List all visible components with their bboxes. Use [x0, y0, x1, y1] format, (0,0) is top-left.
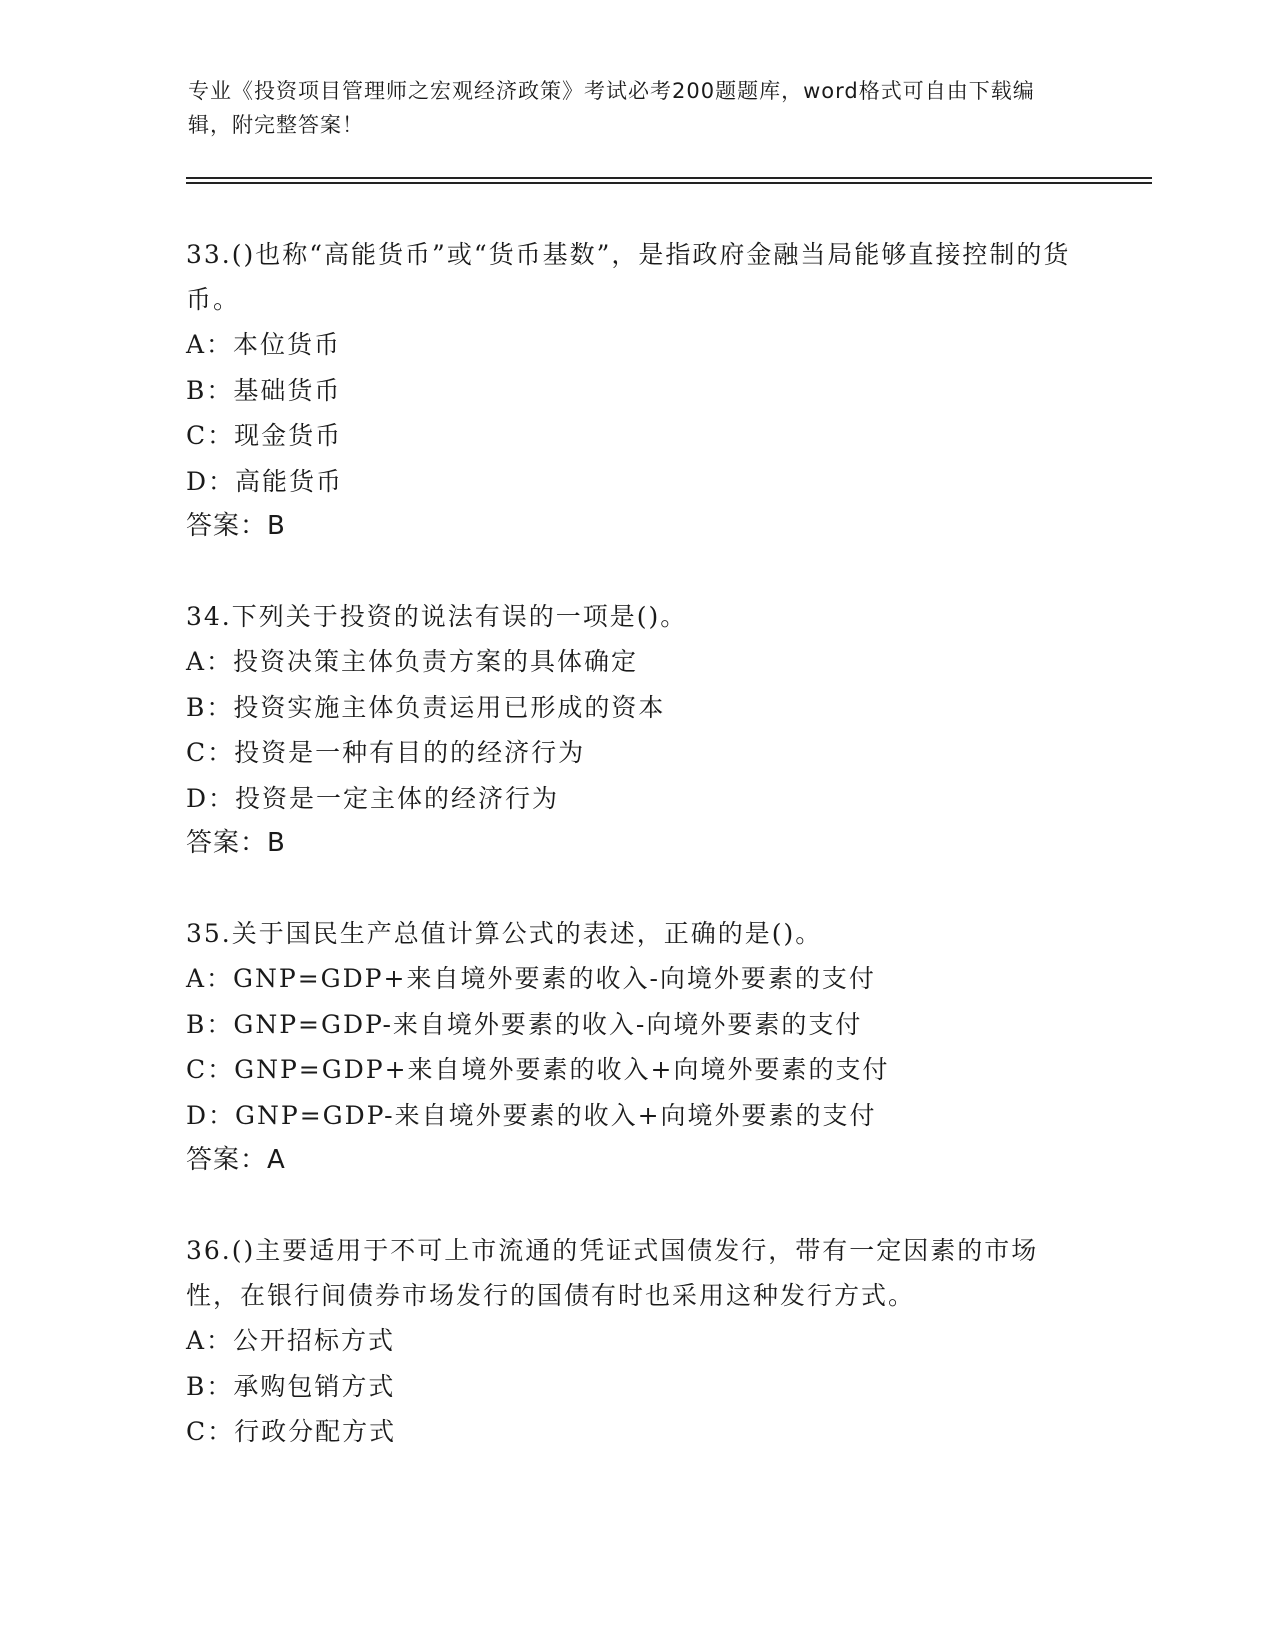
option-a: A：投资决策主体负责方案的具体确定	[186, 647, 639, 676]
header-rule-bottom	[186, 182, 1152, 184]
option-c: C：行政分配方式	[186, 1417, 397, 1446]
question-list	[186, 232, 1086, 1500]
option-a: A：GNP=GDP+来自境外要素的收入-向境外要素的支付	[186, 964, 876, 993]
question-text: 35.关于国民生产总值计算公式的表述，正确的是()。	[186, 919, 823, 948]
option-a: A：本位货币	[186, 330, 342, 359]
question-text: 33.()也称“高能货币”或“货币基数”，是指政府金融当局能够直接控制的货币。	[186, 240, 1071, 314]
question-35	[186, 911, 1086, 1183]
answer-line: 答案：B	[186, 828, 286, 858]
option-c: C：投资是一种有目的的经济行为	[186, 738, 586, 767]
question-36	[186, 1228, 1086, 1455]
header-rule-top	[186, 177, 1152, 179]
question-text: 34.下列关于投资的说法有误的一项是()。	[186, 602, 688, 631]
option-b: B：基础货币	[186, 375, 342, 405]
option-c: C：现金货币	[186, 421, 343, 450]
answer-line: 答案：B	[186, 511, 286, 541]
option-c: C：GNP=GDP+来自境外要素的收入+向境外要素的支付	[186, 1055, 890, 1084]
option-d: D：投资是一定主体的经济行为	[186, 783, 560, 813]
option-a: A：公开招标方式	[186, 1326, 396, 1355]
question-34	[186, 594, 1086, 866]
question-33	[186, 232, 1086, 549]
option-d: D：高能货币	[186, 466, 344, 496]
option-b: B：GNP=GDP-来自境外要素的收入-向境外要素的支付	[186, 1009, 863, 1039]
page-header: 专业《投资项目管理师之宏观经济政策》考试必考200题题库，word格式可自由下载编辑，附完整答案！	[188, 79, 1035, 137]
question-text: 36.()主要适用于不可上市流通的凭证式国债发行，带有一定因素的市场性，在银行间债券市场发行的国债有时也采用这种发行方式。	[186, 1236, 1039, 1310]
option-d: D：GNP=GDP-来自境外要素的收入+向境外要素的支付	[186, 1100, 877, 1130]
option-b: B：承购包销方式	[186, 1371, 396, 1401]
answer-line: 答案：A	[186, 1145, 286, 1175]
option-b: B：投资实施主体负责运用已形成的资本	[186, 692, 666, 722]
